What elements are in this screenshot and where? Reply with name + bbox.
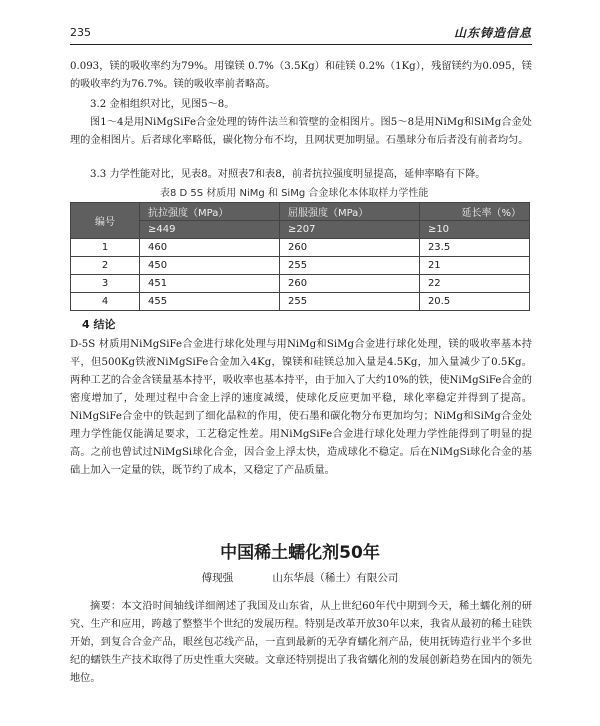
header-elongation: 延长率（%） bbox=[419, 203, 529, 221]
spec-yield: ≥207 bbox=[279, 221, 419, 239]
table-row bbox=[71, 275, 530, 293]
section-3-2-heading: 3.2 金相组织对比，见图5～8。 bbox=[90, 99, 235, 110]
spec-tensile: ≥449 bbox=[140, 221, 280, 239]
cell-elongation: 23.5 bbox=[419, 239, 529, 257]
page-number: 235 bbox=[70, 26, 91, 39]
intro-paragraph: 0.093，镁的吸收率约为79%。用镍镁 0.7%（3.5Kg）和硅镁 0.2%（1Kg），残留镁约为0.095，镁的吸收率约为76.7%。镁的吸收率前者略高。 bbox=[70, 61, 532, 90]
cell-tensile: 450 bbox=[140, 257, 280, 275]
cell-id: 2 bbox=[71, 257, 140, 275]
cell-elongation: 20.5 bbox=[419, 293, 529, 311]
header-yield: 屈服强度（MPa） bbox=[279, 203, 419, 221]
abstract: 摘要：本文沿时间轴线详细阐述了我国及山东省，从上世纪60年代中期到今天，稀土蠕化剂的研究、生产和应用，跨越了整整半个世纪的发展历程。特别是改革开放30年以来，我省从最初的稀土硅铁开始，到复合合金产品，眼丝包芯线产品，一直到最新的无孕育蠕化剂产品，使用抚铸造行业半个多世纪的蠕铁生产技术取得了历史性重大突破。文章还特别提出了我省蠕化剂的发展创新趋势在国内的领先地位。 bbox=[70, 601, 532, 684]
table-header-row bbox=[71, 203, 530, 221]
article-title: 中国稀土蠕化剂50年 bbox=[220, 543, 380, 563]
cell-id: 1 bbox=[71, 239, 140, 257]
cell-elongation: 21 bbox=[419, 257, 529, 275]
cell-elongation: 22 bbox=[419, 275, 529, 293]
page-header bbox=[70, 22, 532, 45]
table-caption: 表8 D 5S 材质用 NiMg 和 SiMg 合金球化本体取样力学性能 bbox=[160, 188, 429, 199]
header-tensile: 抗拉强度（MPa） bbox=[140, 203, 280, 221]
cell-tensile: 455 bbox=[140, 293, 280, 311]
cell-id: 4 bbox=[71, 293, 140, 311]
author-affiliation: 山东华晨（稀土）有限公司 bbox=[272, 572, 399, 584]
byline bbox=[0, 570, 600, 585]
cell-yield: 255 bbox=[279, 293, 419, 311]
header-id: 编号 bbox=[71, 203, 140, 239]
table-row bbox=[71, 257, 530, 275]
journal-name: 山东铸造信息 bbox=[453, 26, 532, 40]
cell-tensile: 460 bbox=[140, 239, 280, 257]
conclusion-heading: 4 结论 bbox=[82, 318, 116, 331]
mechanical-properties-table bbox=[70, 202, 530, 311]
table-spec-row bbox=[71, 221, 530, 239]
cell-tensile: 451 bbox=[140, 275, 280, 293]
cell-id: 3 bbox=[71, 275, 140, 293]
cell-yield: 260 bbox=[279, 275, 419, 293]
cell-yield: 260 bbox=[279, 239, 419, 257]
table-row bbox=[71, 293, 530, 311]
conclusion-body: D-5S 材质用NiMgSiFe合金进行球化处理与用NiMg和SiMg合金进行球化处理，镁的吸收率基本持平，但500Kg铁液NiMgSiFe合金加入4Kg，镍镁和硅镁总加入量是4.5Kg，加入量减少了0.5Kg。两种工艺的合金含镁量基本持平，吸收率也基本持平，由于加入了大约10%的铁，使NiMgSiFe合金的密度增加了，处理过程中合金上浮的速度减缓，使球化反应更加平稳，球化率稳定并得到了提高。NiMgSiFe合金中的铁起到了细化晶粒的作用，使石墨和碳化物分布更加均匀；NiMg和SiMg合金处理力学性能仅能满足要求，工艺稳定性差。用NiMgSiFe合金进行球化处理力学性能得到了明显的提高。之前也曾试过NiMgSi球化合金，因合金上浮太快，造成球化不稳定。后在NiMgSi球化合金的基础上加入一定量的铁，既节约了成本，又稳定了产品质量。 bbox=[70, 339, 532, 476]
table-row bbox=[71, 239, 530, 257]
author-name: 傅现强 bbox=[201, 572, 234, 584]
section-3-2-body: 图1～4是用NiMgSiFe合金处理的铸件法兰和管壁的金相图片。图5～8是用NiMg和SiMg合金处理的金相图片。后者球化率略低，碳化物分布不均，且网状更加明显。石墨球分布后者没有前者均匀。 bbox=[70, 117, 532, 146]
spec-elongation: ≥10 bbox=[419, 221, 529, 239]
section-3-3-body: 3.3 力学性能对比，见表8。对照表7和表8，前者抗拉强度明显提高，延伸率略有下降。 bbox=[90, 169, 486, 180]
cell-yield: 255 bbox=[279, 257, 419, 275]
